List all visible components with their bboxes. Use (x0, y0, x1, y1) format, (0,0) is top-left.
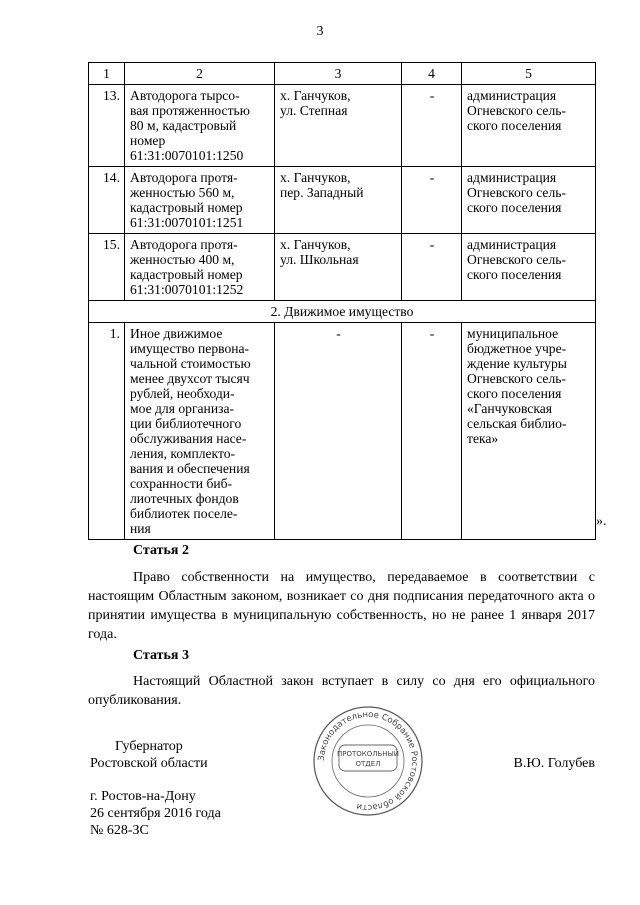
footer-date: 26 сентября 2016 года (90, 806, 221, 821)
official-stamp (312, 705, 424, 817)
col4-value: - (402, 323, 462, 540)
col3-value: - (275, 323, 402, 540)
property-holder: администрация Огневского сель- ского поселения (462, 234, 596, 301)
property-address: х. Ганчуков, ул. Степная (275, 85, 402, 167)
col4-value: - (402, 167, 462, 234)
page-number: 3 (316, 24, 324, 39)
property-address: х. Ганчуков, ул. Школьная (275, 234, 402, 301)
header-col-4: 4 (402, 63, 462, 85)
property-name: Автодорога протя- женностью 560 м, кадастровый номер 61:31:0070101:1251 (125, 167, 275, 234)
table-row (89, 85, 596, 167)
col4-value: - (402, 85, 462, 167)
article-3-title: Статья 3 (133, 648, 189, 663)
property-name: Автодорога протя- женностью 400 м, кадастровый номер 61:31:0070101:1252 (125, 234, 275, 301)
article-2-text: Право собственности на имущество, передаваемое в соответствии с настоящим Областным законом, возникает со дня подписания передаточного акта о принятии имущества в муниципальную собственность, но не ранее 1 января 2017 года. (88, 570, 595, 642)
header-col-2: 2 (125, 63, 275, 85)
section-row (89, 301, 596, 323)
property-name: Иное движимое имущество первона- чальной стоимостью менее двухсот тысяч рублей, необходи- мое для организа- ции библиотечного обслуживания насе- ления, комплекто- вания и обеспечения сохранности биб- лиотечных фондов библиотек поселе- ния (125, 323, 275, 540)
property-name: Автодорога тырсо- вая протяженностью 80 м, кадастровый номер 61:31:0070101:1250 (125, 85, 275, 167)
header-col-1: 1 (89, 63, 125, 85)
article-2-title: Статья 2 (133, 543, 189, 558)
table-row (89, 234, 596, 301)
property-holder: муниципальное бюджетное учре- ждение культуры Огневского сель- ского поселения «Ганчуковская сельская библио- тека» (462, 323, 596, 540)
col4-value: - (402, 234, 462, 301)
row-number: 15. (89, 234, 125, 301)
table-header-row (89, 63, 596, 85)
signature-position-line1: Губернатор (115, 739, 183, 754)
section-title: 2. Движимое имущество (89, 301, 596, 323)
footer-number: № 628-ЗС (90, 823, 149, 838)
property-holder: администрация Огневского сель- ского поселения (462, 85, 596, 167)
row-number: 1. (89, 323, 125, 540)
article-3-text: Настоящий Областной закон вступает в силу со дня его официального опубликования. (88, 674, 595, 708)
row-number: 13. (89, 85, 125, 167)
header-col-5: 5 (462, 63, 596, 85)
footer-city: г. Ростов-на-Дону (90, 789, 196, 804)
stamp-seal-icon (312, 705, 424, 817)
stamp-inner-line1: ПРОТОКОЛЬНЫЙ (336, 750, 400, 758)
header-col-3: 3 (275, 63, 402, 85)
property-table (88, 62, 596, 540)
signature-position-line2: Ростовской области (90, 756, 208, 771)
stamp-inner-line2: ОТДЕЛ (355, 760, 381, 768)
table-row (89, 323, 596, 540)
stamp-ring-text: Законодательное Собрание Ростовской области (316, 709, 420, 813)
property-address: х. Ганчуков, пер. Западный (275, 167, 402, 234)
property-holder: администрация Огневского сель- ского поселения (462, 167, 596, 234)
row-number: 14. (89, 167, 125, 234)
table-row (89, 167, 596, 234)
signature-name: В.Ю. Голубев (513, 756, 595, 771)
closing-quote: ». (596, 514, 607, 529)
